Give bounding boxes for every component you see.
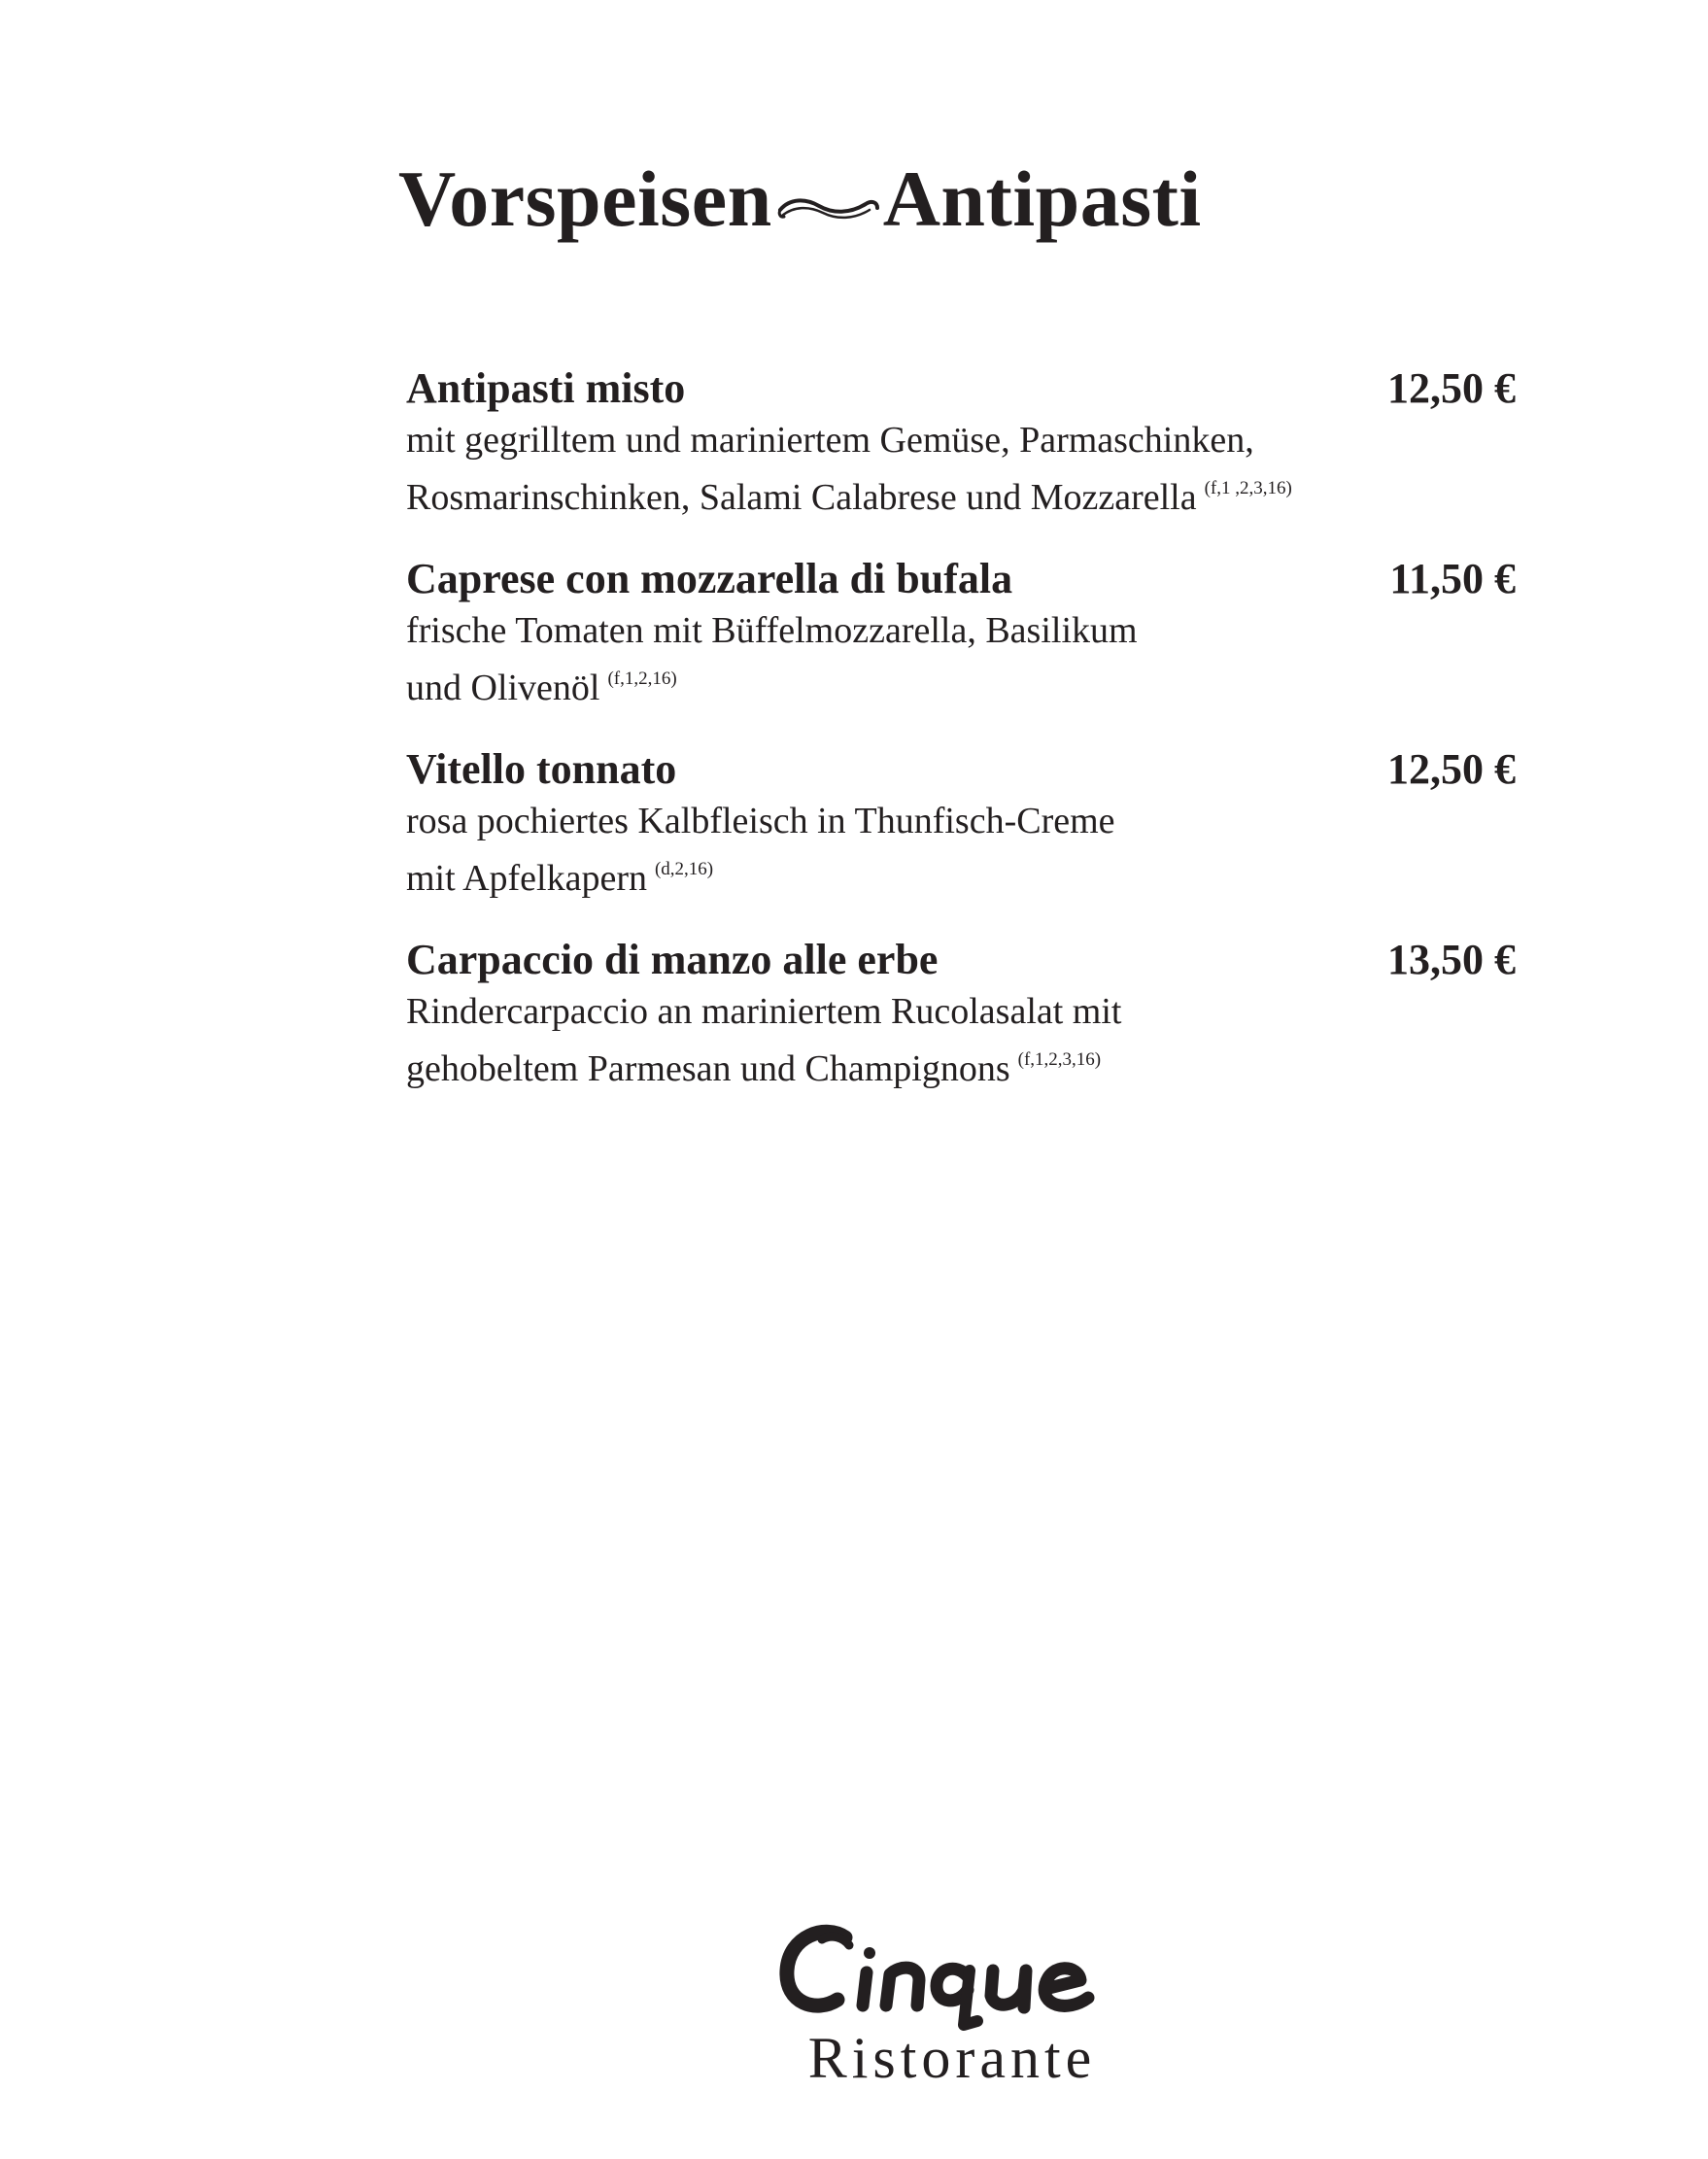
description-text: mit Apfelkapern	[406, 858, 647, 899]
description-line	[406, 464, 1292, 522]
item-description	[406, 606, 1138, 712]
item-price: 12,50 €	[1387, 745, 1516, 793]
allergen-codes: (f,1,2,3,16)	[1017, 1049, 1102, 1070]
description-line	[406, 655, 1138, 712]
description-line	[406, 845, 1115, 903]
description-text: Rosmarinschinken, Salami Calabrese und Mozzarella	[406, 477, 1197, 518]
menu-item	[406, 552, 1516, 742]
description-line: Rindercarpaccio an mariniertem Rucolasalat mit	[406, 991, 1122, 1032]
restaurant-logo	[777, 1916, 1127, 2089]
page-title-german: Vorspeisen	[398, 154, 772, 243]
allergen-codes: (d,2,16)	[654, 859, 714, 879]
description-line: rosa pochiertes Kalbfleisch in Thunfisch-Creme	[406, 801, 1115, 841]
menu-item	[406, 361, 1516, 552]
description-line: mit gegrilltem und mariniertem Gemüse, Parmaschinken,	[406, 420, 1254, 461]
allergen-codes: (f,1 ,2,3,16)	[1204, 478, 1292, 498]
item-price: 13,50 €	[1387, 936, 1516, 983]
menu-list	[406, 361, 1516, 1123]
item-description	[406, 797, 1115, 903]
item-description	[406, 987, 1121, 1093]
item-price: 11,50 €	[1389, 555, 1516, 602]
menu-item	[406, 742, 1516, 933]
item-name: Antipasti misto	[406, 364, 686, 412]
page-title-italian: Antipasti	[882, 154, 1202, 243]
description-line: frische Tomaten mit Büffelmozzarella, Basilikum	[406, 610, 1138, 651]
logo-subtitle: Ristorante	[807, 2026, 1097, 2090]
menu-item	[406, 933, 1516, 1123]
item-price: 12,50 €	[1387, 364, 1516, 412]
item-name: Vitello tonnato	[406, 745, 677, 793]
description-text: und Olivenöl	[406, 668, 600, 708]
item-name: Caprese con mozzarella di bufala	[406, 555, 1013, 602]
flourish-icon	[776, 188, 881, 227]
page-title	[398, 146, 1202, 253]
item-name: Carpaccio di manzo alle erbe	[406, 936, 939, 983]
description-text: gehobeltem Parmesan und Champignons	[406, 1048, 1010, 1089]
item-description	[406, 416, 1292, 522]
allergen-codes: (f,1,2,16)	[607, 668, 677, 689]
description-line	[406, 1036, 1121, 1093]
cinque-logo-mark	[777, 1916, 1127, 2031]
